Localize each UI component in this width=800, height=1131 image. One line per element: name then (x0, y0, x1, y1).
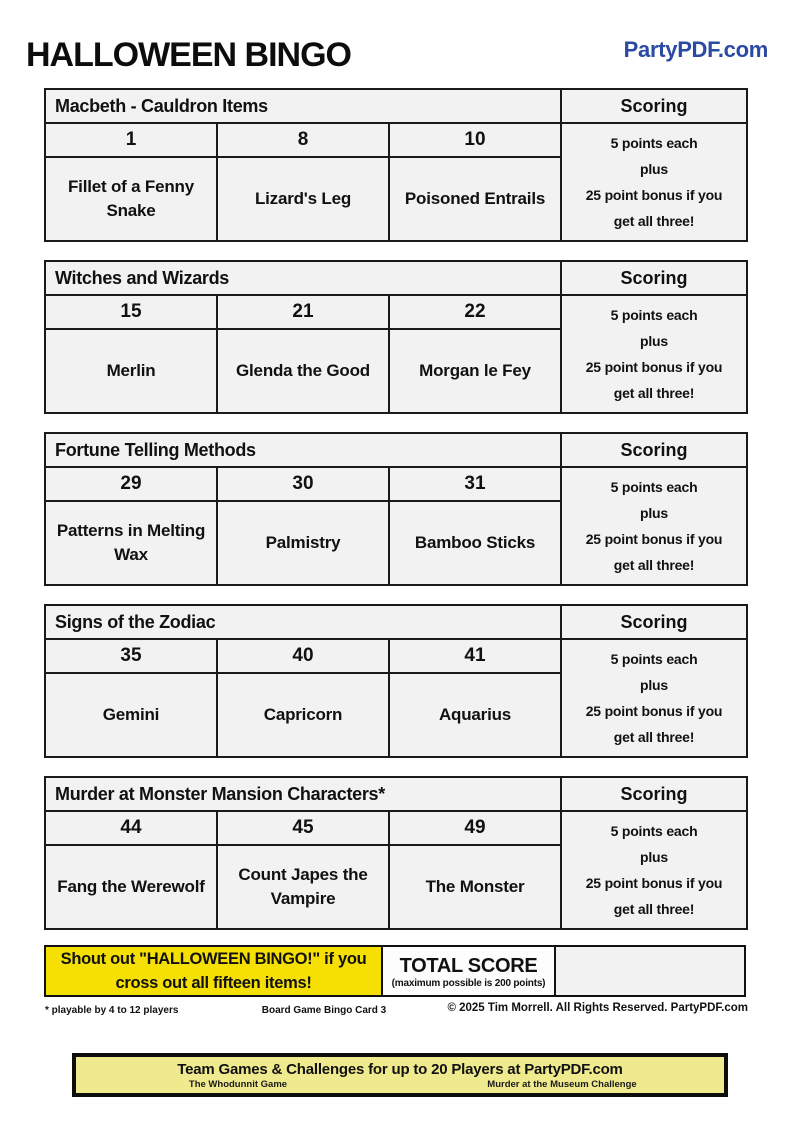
scoring-rules (562, 296, 746, 412)
scoring-line: plus (640, 849, 668, 865)
item-number: 35 (46, 640, 216, 672)
scoring-line: 25 point bonus if you (585, 187, 723, 203)
category-title: Murder at Monster Mansion Characters* (46, 778, 560, 810)
scoring-line: 25 point bonus if you (585, 875, 723, 891)
scoring-line: plus (640, 161, 668, 177)
bingo-item: Palmistry (218, 502, 388, 584)
category-title: Witches and Wizards (46, 262, 560, 294)
bingo-item: Bamboo Sticks (390, 502, 560, 584)
bingo-item: The Monster (390, 846, 560, 928)
scoring-line: 5 points each (610, 135, 698, 151)
scoring-line: get all three! (613, 901, 695, 917)
category-table-macbeth (44, 88, 748, 242)
scoring-heading: Scoring (562, 778, 746, 810)
brand-link[interactable]: PartyPDF.com (623, 37, 768, 62)
category-title: Signs of the Zodiac (46, 606, 560, 638)
scoring-heading: Scoring (562, 262, 746, 294)
category-title: Fortune Telling Methods (46, 434, 560, 466)
scoring-line: 5 points each (610, 823, 698, 839)
item-number: 41 (390, 640, 560, 672)
total-score-box (381, 945, 556, 997)
bingo-item: Patterns in Melting Wax (46, 502, 216, 584)
category-title: Macbeth - Cauldron Items (46, 90, 560, 122)
scoring-line: 5 points each (610, 651, 698, 667)
item-number: 22 (390, 296, 560, 328)
item-number: 40 (218, 640, 388, 672)
bingo-item: Gemini (46, 674, 216, 756)
bingo-item: Poisoned Entrails (390, 158, 560, 240)
category-table-fortune (44, 432, 748, 586)
scoring-heading: Scoring (562, 606, 746, 638)
scoring-line: 5 points each (610, 479, 698, 495)
category-table-monster-mansion (44, 776, 748, 930)
scoring-line: 5 points each (610, 307, 698, 323)
scoring-line: 25 point bonus if you (585, 531, 723, 547)
footer-copyright: © 2025 Tim Morrell. All Rights Reserved. PartyPDF.com (447, 1002, 748, 1014)
scoring-line: get all three! (613, 213, 695, 229)
item-number: 45 (218, 812, 388, 844)
category-table-zodiac (44, 604, 748, 758)
bingo-item: Lizard's Leg (218, 158, 388, 240)
promo-banner (72, 1053, 728, 1097)
bingo-item: Glenda the Good (218, 330, 388, 412)
page-title: HALLOWEEN BINGO (26, 36, 351, 74)
bingo-item: Morgan le Fey (390, 330, 560, 412)
scoring-line: 25 point bonus if you (585, 703, 723, 719)
scoring-line: get all three! (613, 385, 695, 401)
promo-link-museum[interactable]: Murder at the Museum Challenge (487, 1079, 637, 1090)
scoring-rules (562, 812, 746, 928)
scoring-line: plus (640, 505, 668, 521)
total-score-note: (maximum possible is 200 points) (391, 977, 546, 989)
scoring-line: get all three! (613, 557, 695, 573)
item-number: 31 (390, 468, 560, 500)
item-number: 21 (218, 296, 388, 328)
total-score-entry-box (554, 945, 746, 997)
footer (44, 1002, 748, 1018)
item-number: 44 (46, 812, 216, 844)
item-number: 49 (390, 812, 560, 844)
bingo-item: Aquarius (390, 674, 560, 756)
bingo-item: Fang the Werewolf (46, 846, 216, 928)
bingo-tables (44, 88, 748, 948)
scoring-heading: Scoring (562, 90, 746, 122)
bingo-item: Merlin (46, 330, 216, 412)
bingo-item: Fillet of a Fenny Snake (46, 158, 216, 240)
scoring-line: 25 point bonus if you (585, 359, 723, 375)
bottom-row (44, 945, 748, 997)
scoring-rules (562, 640, 746, 756)
total-score-label: TOTAL SCORE (399, 954, 538, 977)
scoring-rules (562, 124, 746, 240)
footer-playable-note: * playable by 4 to 12 players (45, 1005, 179, 1016)
category-table-witches (44, 260, 748, 414)
bingo-item: Capricorn (218, 674, 388, 756)
item-number: 10 (390, 124, 560, 156)
shout-out-line1: Shout out "HALLOWEEN BINGO!" if you (60, 950, 367, 968)
scoring-line: plus (640, 333, 668, 349)
promo-banner-title: Team Games & Challenges for up to 20 Players at PartyPDF.com (177, 1061, 623, 1078)
item-number: 29 (46, 468, 216, 500)
scoring-line: plus (640, 677, 668, 693)
item-number: 1 (46, 124, 216, 156)
item-number: 30 (218, 468, 388, 500)
scoring-line: get all three! (613, 729, 695, 745)
shout-out-line2: cross out all fifteen items! (115, 974, 312, 992)
promo-link-whodunnit[interactable]: The Whodunnit Game (188, 1079, 288, 1090)
item-number: 8 (218, 124, 388, 156)
scoring-heading: Scoring (562, 434, 746, 466)
footer-card-number: Board Game Bingo Card 3 (261, 1005, 387, 1016)
promo-banner-links (76, 1079, 724, 1090)
bingo-item: Count Japes the Vampire (218, 846, 388, 928)
shout-out-box (44, 945, 383, 997)
scoring-rules (562, 468, 746, 584)
item-number: 15 (46, 296, 216, 328)
